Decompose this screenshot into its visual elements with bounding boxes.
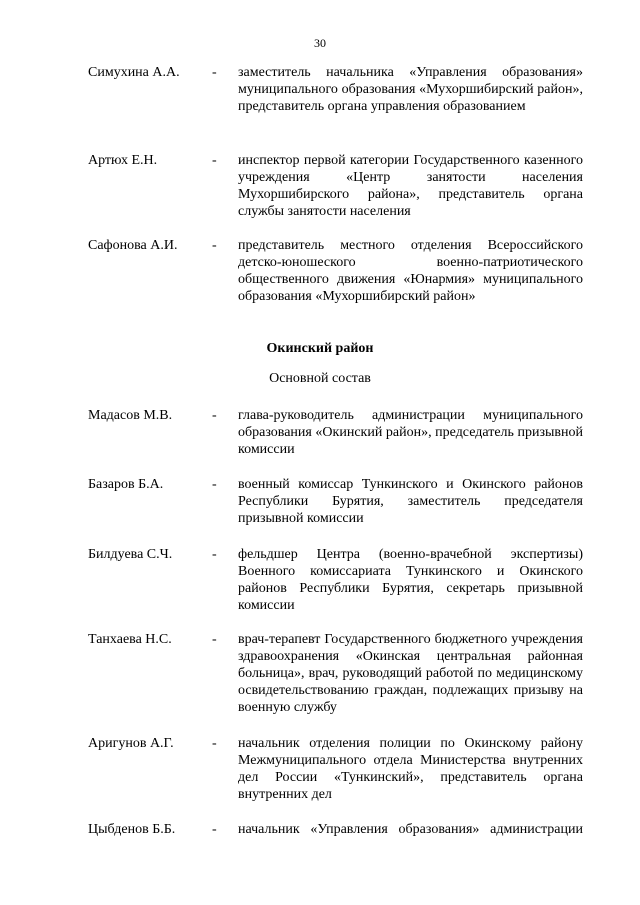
separator-dash: - (212, 822, 217, 837)
member-name: Танхаева Н.С. (88, 632, 172, 647)
member-position: врач-терапевт Государственного бюджетного учреждения здравоохранения «Окинская центральная районная больница», врач, руководящий работой по медицинскому освидетельствованию граждан, подлежащих призыву на военную службу (238, 632, 583, 715)
member-position: начальник отделения полиции по Окинскому району Межмуниципального отдела Министерства внутренних дел России «Тункинский», представитель органа внутренних дел (238, 736, 583, 802)
separator-dash: - (212, 153, 217, 168)
member-position: глава-руководитель администрации муниципального образования «Окинский район», председатель призывной комиссии (238, 408, 583, 457)
member-name: Симухина А.А. (88, 65, 180, 80)
member-position: представитель местного отделения Всероссийского детско-юношеского военно-патриотического общественного движения «Юнармия» муниципального образования «Мухоршибирский район» (238, 238, 583, 304)
separator-dash: - (212, 238, 217, 253)
page-number: 30 (314, 36, 326, 50)
member-position: заместитель начальника «Управления образования» муниципального образования «Мухоршибирский район», представитель органа управления образованием (238, 65, 583, 114)
separator-dash: - (212, 736, 217, 751)
member-name: Цыбденов Б.Б. (88, 822, 176, 837)
member-name: Артюх Е.Н. (88, 153, 158, 168)
member-position: начальник «Управления образования» администрации (238, 822, 583, 837)
member-position: фельдшер Центра (военно-врачебной экспертизы) Военного комиссариата Тункинского и Окинского районов Республики Бурятия, секретарь призывной комиссии (238, 547, 583, 613)
member-name: Сафонова А.И. (88, 238, 178, 253)
section-title: Окинский район (266, 341, 374, 356)
member-name: Билдуева С.Ч. (88, 547, 173, 562)
section-subtitle: Основной состав (269, 371, 371, 386)
member-position: военный комиссар Тункинского и Окинского районов Республики Бурятия, заместитель председателя призывной комиссии (238, 477, 583, 526)
separator-dash: - (212, 477, 217, 492)
separator-dash: - (212, 65, 217, 80)
member-name: Мадасов М.В. (88, 408, 173, 423)
separator-dash: - (212, 408, 217, 423)
separator-dash: - (212, 547, 217, 562)
member-name: Аригунов А.Г. (88, 736, 174, 751)
member-name: Базаров Б.А. (88, 477, 164, 492)
member-position: инспектор первой категории Государственного казенного учреждения «Центр занятости населения Мухоршибирского района», представитель органа службы занятости населения (238, 153, 583, 219)
separator-dash: - (212, 632, 217, 647)
